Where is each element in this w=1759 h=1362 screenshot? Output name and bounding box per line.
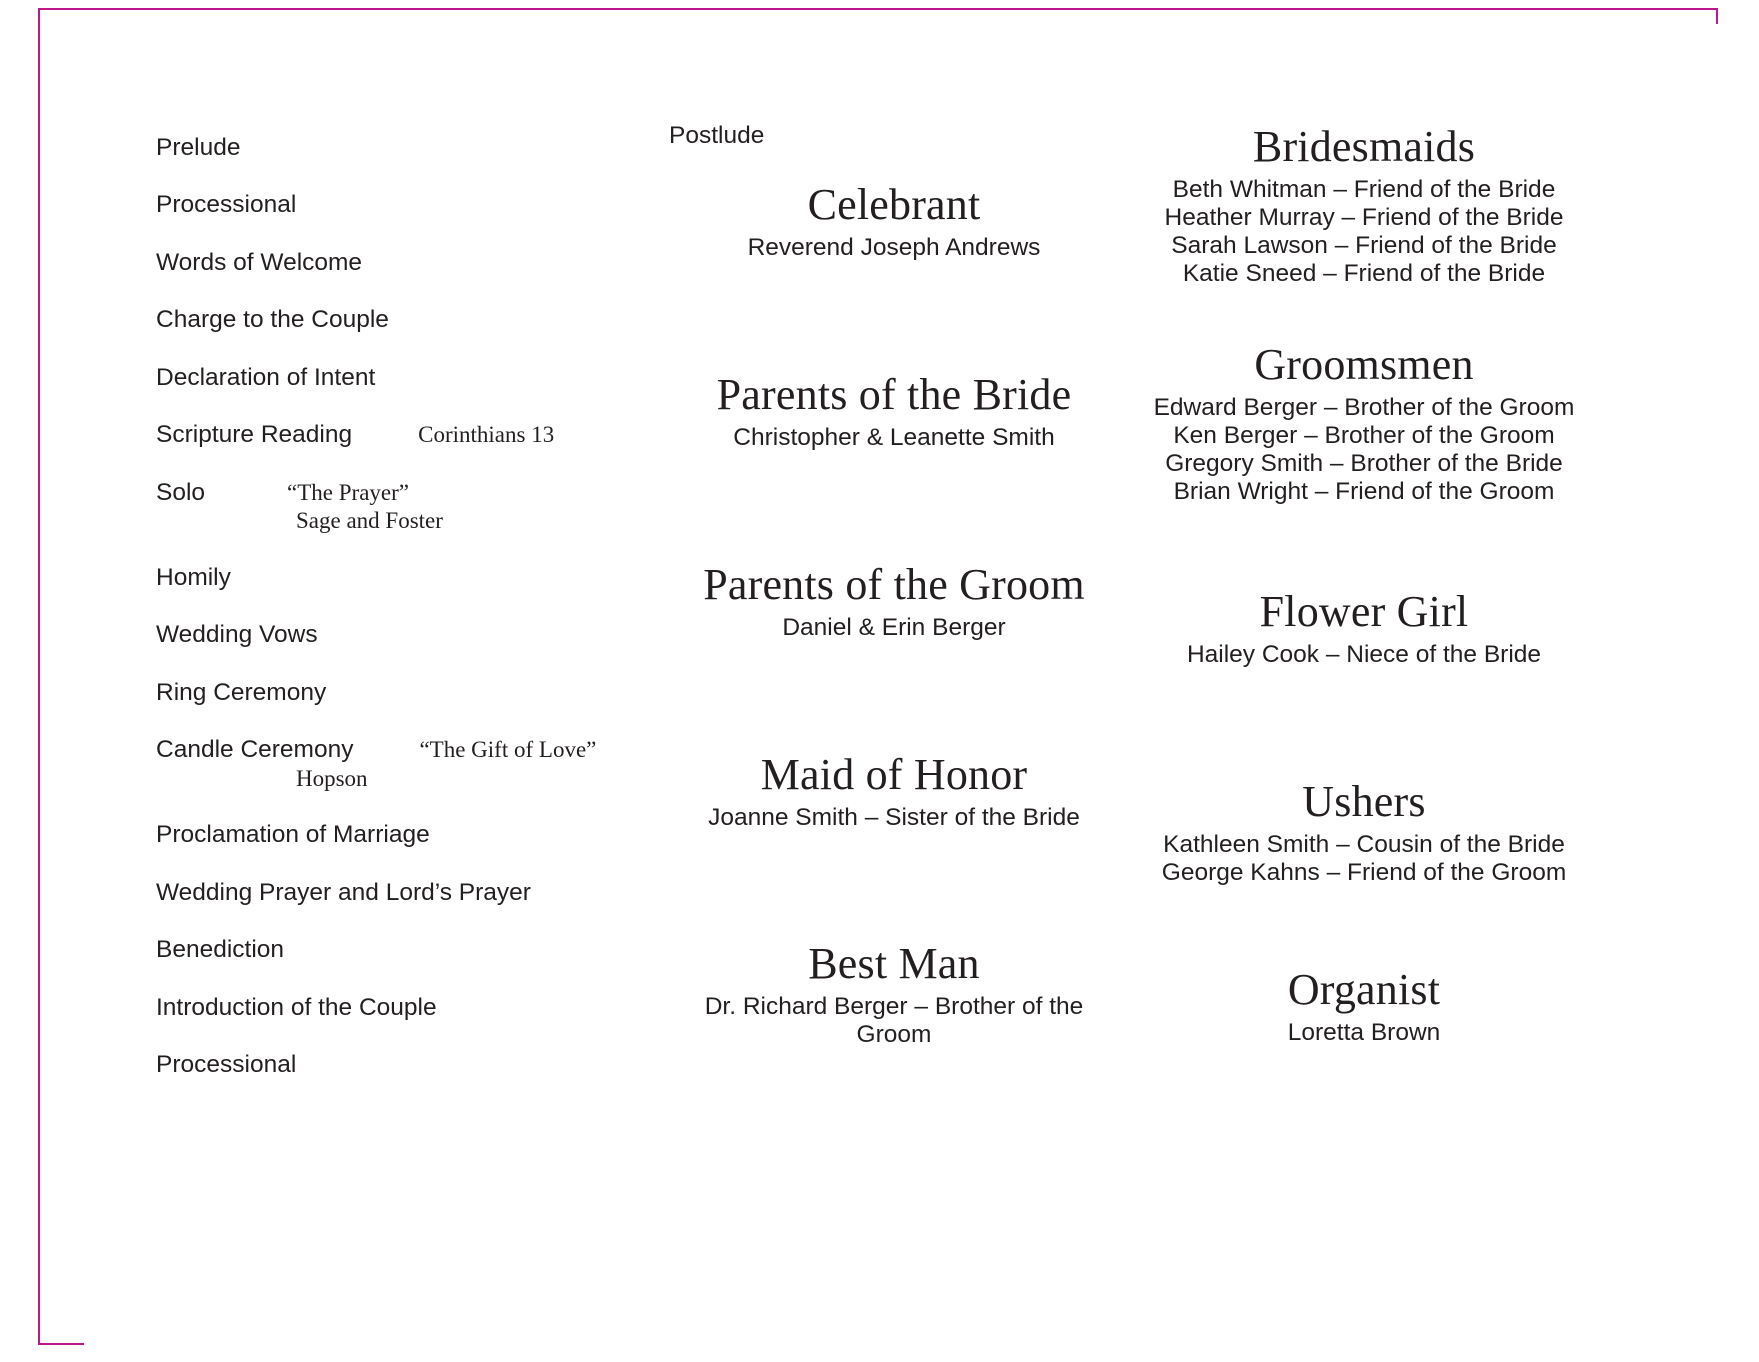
section-names	[659, 804, 1129, 832]
organist-section	[1129, 967, 1599, 1047]
program-item-subdetail: Hopson	[296, 765, 368, 791]
program-item-label: Introduction of the Couple	[156, 993, 437, 1021]
section-title: Groomsmen	[1254, 340, 1474, 389]
name-entry: Dr. Richard Berger – Brother of the Groom	[704, 993, 1084, 1049]
program-item-label: Wedding Prayer and Lord’s Prayer	[156, 878, 531, 906]
program-item-detail: Corinthians 13	[418, 422, 555, 448]
list-item	[156, 479, 656, 534]
list-item	[156, 564, 656, 591]
program-item-label: Processional	[156, 191, 297, 219]
section-names	[659, 614, 1129, 642]
section-names	[1129, 641, 1599, 669]
program-item-label: Declaration of Intent	[156, 363, 376, 391]
name-entry: Joanne Smith – Sister of the Bride	[708, 804, 1080, 832]
section-title: Flower Girl	[1259, 587, 1469, 636]
list-item	[156, 879, 656, 906]
section-title: Organist	[1287, 965, 1441, 1014]
order-of-service-list	[156, 134, 656, 1109]
program-sheet	[84, 24, 1752, 1349]
flower-girl-section	[1129, 589, 1599, 669]
program-item-label: Homily	[156, 563, 231, 591]
program-item-label: Prelude	[156, 134, 241, 161]
maid-of-honor-section	[659, 752, 1129, 832]
list-item	[156, 249, 656, 276]
name-entry: Reverend Joseph Andrews	[747, 234, 1041, 262]
name-entry: Gregory Smith – Brother of the Bride	[1165, 450, 1563, 478]
ushers-section	[1129, 779, 1599, 887]
parents-of-the-groom-section	[659, 562, 1129, 642]
name-entry: Katie Sneed – Friend of the Bride	[1182, 259, 1546, 287]
name-entry: Kathleen Smith – Cousin of the Bride	[1163, 831, 1565, 859]
program-item-detail: “The Prayer”	[287, 479, 409, 505]
section-names	[659, 234, 1129, 262]
section-title: Maid of Honor	[760, 750, 1028, 799]
list-item	[156, 191, 656, 218]
wedding-party-center-column	[659, 24, 1129, 1349]
program-item-label: Proclamation of Marriage	[156, 821, 430, 849]
list-item	[156, 679, 656, 706]
wedding-party-right-column	[1129, 24, 1599, 1349]
section-names	[1129, 831, 1599, 887]
name-entry: Edward Berger – Brother of the Groom	[1153, 394, 1575, 422]
list-item	[156, 134, 656, 161]
list-item	[156, 306, 656, 333]
section-names	[659, 993, 1129, 1049]
name-entry: Christopher & Leanette Smith	[733, 424, 1055, 452]
name-entry: Brian Wright – Friend of the Groom	[1173, 477, 1555, 505]
list-item	[156, 821, 656, 848]
name-entry: Ken Berger – Brother of the Groom	[1173, 422, 1555, 450]
section-title: Parents of the Bride	[716, 370, 1072, 419]
name-entry: Beth Whitman – Friend of the Bride	[1172, 176, 1556, 204]
parents-of-the-bride-section	[659, 372, 1129, 452]
list-item	[156, 736, 656, 791]
name-entry: Heather Murray – Friend of the Bride	[1164, 204, 1564, 232]
program-item-subdetail: Sage and Foster	[296, 508, 443, 534]
program-item-label: Wedding Vows	[156, 621, 318, 649]
name-entry: Daniel & Erin Berger	[782, 614, 1006, 642]
program-item-label: Candle Ceremony	[156, 736, 354, 764]
celebrant-section	[659, 182, 1129, 262]
section-title: Ushers	[1302, 777, 1426, 826]
bridesmaids-section	[1129, 124, 1599, 288]
postlude-label: Postlude	[669, 122, 765, 149]
section-title: Bridesmaids	[1252, 122, 1476, 171]
name-entry: Sarah Lawson – Friend of the Bride	[1171, 232, 1557, 260]
list-item	[156, 364, 656, 391]
program-item-label: Words of Welcome	[156, 248, 363, 276]
section-names	[1129, 176, 1599, 288]
program-item-detail: “The Gift of Love”	[419, 737, 597, 763]
program-item-label: Solo	[156, 478, 206, 506]
name-entry: George Kahns – Friend of the Groom	[1161, 859, 1567, 887]
groomsmen-section	[1129, 342, 1599, 506]
list-item	[156, 621, 656, 648]
section-title: Parents of the Groom	[703, 560, 1085, 609]
section-title: Celebrant	[807, 180, 981, 229]
program-item-label: Processional	[156, 1051, 297, 1079]
program-item-label: Ring Ceremony	[156, 678, 327, 706]
section-names	[659, 424, 1129, 452]
best-man-section	[659, 941, 1129, 1049]
section-title: Best Man	[808, 939, 980, 988]
list-item	[156, 1051, 656, 1078]
section-names	[1129, 1019, 1599, 1047]
list-item	[156, 421, 656, 448]
section-names	[1129, 394, 1599, 506]
list-item	[156, 994, 656, 1021]
order-of-service-column	[156, 24, 656, 1349]
name-entry: Loretta Brown	[1287, 1019, 1441, 1047]
program-item-label: Scripture Reading	[156, 421, 353, 449]
program-item-label: Benediction	[156, 936, 285, 964]
list-item	[156, 936, 656, 963]
page-border	[38, 8, 1718, 1345]
name-entry: Hailey Cook – Niece of the Bride	[1186, 641, 1542, 669]
program-item-label: Charge to the Couple	[156, 306, 389, 334]
